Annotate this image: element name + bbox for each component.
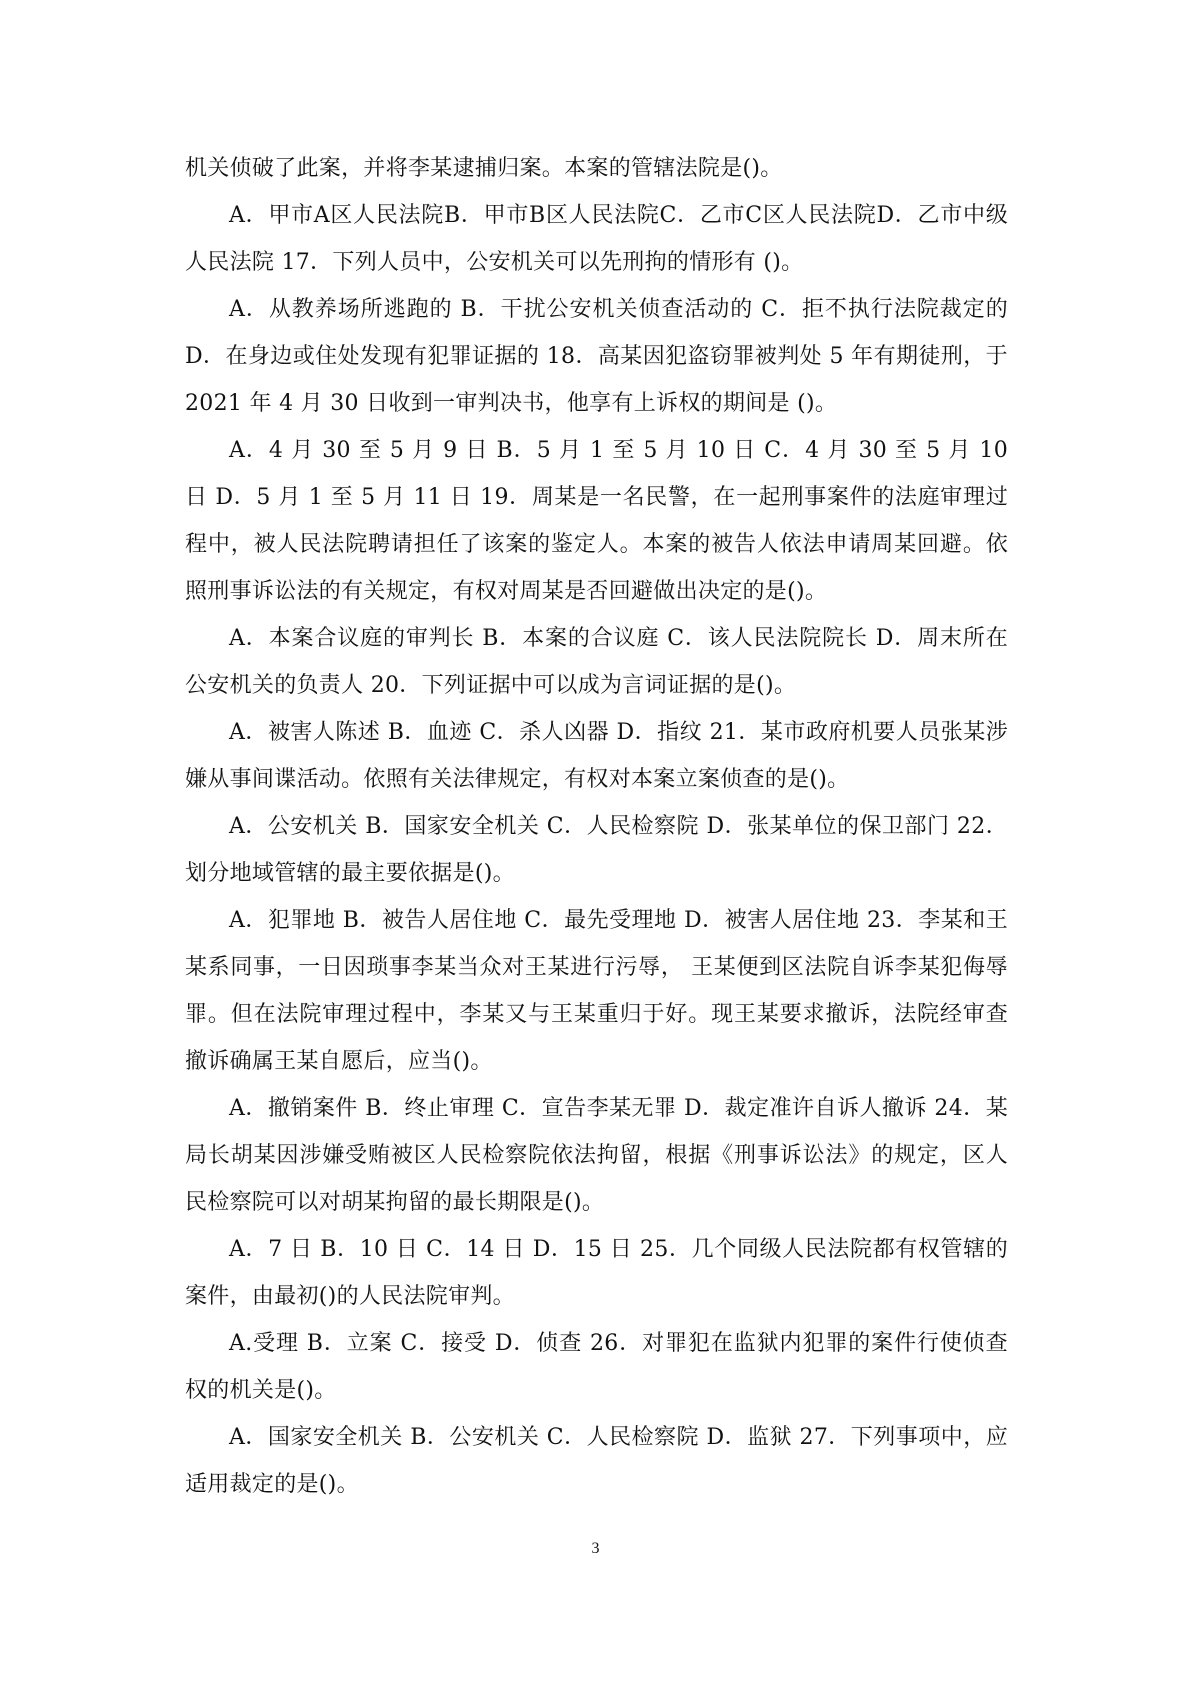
paragraph-question-options: A．被害人陈述 B．血迹 C．杀人凶器 D．指纹 21．某市政府机要人员张某涉嫌从事间谍活动。依照有关法律规定，有权对本案立案侦查的是()。 bbox=[185, 720, 1008, 792]
paragraph-question-options: A．7 日 B．10 日 C．14 日 D．15 日 25．几个同级人民法院都有权管辖的案件，由最初()的人民法院审判。 bbox=[185, 1237, 1008, 1309]
paragraph-question-options: A．4 月 30 至 5 月 9 日 B．5 月 1 至 5 月 10 日 C．4 月 30 至 5 月 10 日 D．5 月 1 至 5 月 11 日 19．周某是一名民警，在一起刑事案件的法庭审理过程中，被人民法院聘请担任了该案的鉴定人。本案的被告人依法申请周某回避。依照刑事诉讼法的有关规定，有权对周某是否回避做出决定的是()。 bbox=[185, 438, 1008, 604]
paragraph-question-options: A．撤销案件 B．终止审理 C．宣告李某无罪 D．裁定准许自诉人撤诉 24．某局长胡某因涉嫌受贿被区人民检察院依法拘留，根据《刑事诉讼法》的规定，区人民检察院可以对胡某拘留的最长期限是()。 bbox=[185, 1096, 1008, 1215]
paragraph-question-options: A．本案合议庭的审判长 B．本案的合议庭 C．该人民法院院长 D．周末所在公安机关的负责人 20．下列证据中可以成为言词证据的是()。 bbox=[185, 626, 1008, 698]
paragraph-question-options: A．甲市A区人民法院B．甲市B区人民法院C．乙市C区人民法院D．乙市中级人民法院 17．下列人员中，公安机关可以先刑拘的情形有 ()。 bbox=[185, 203, 1008, 275]
paragraph-question-options: A．从教养场所逃跑的 B．干扰公安机关侦查活动的 C．拒不执行法院裁定的 D．在身边或住处发现有犯罪证据的 18．高某因犯盗窃罪被判处 5 年有期徒刑，于 2021 年 4 月 30 日收到一审判决书，他享有上诉权的期间是 ()。 bbox=[185, 297, 1008, 416]
document-body bbox=[185, 145, 1008, 1508]
paragraph-continuation: 机关侦破了此案，并将李某逮捕归案。本案的管辖法院是()。 bbox=[185, 156, 783, 181]
paragraph-question-options: A．公安机关 B．国家安全机关 C．人民检察院 D．张某单位的保卫部门 22．划分地域管辖的最主要依据是()。 bbox=[185, 814, 1008, 886]
paragraph-question-options: A.受理 B．立案 C．接受 D．侦查 26．对罪犯在监狱内犯罪的案件行使侦查权的机关是()。 bbox=[185, 1331, 1008, 1403]
page-number: 3 bbox=[591, 1540, 600, 1557]
paragraph-question-options: A．国家安全机关 B．公安机关 C．人民检察院 D．监狱 27．下列事项中，应适用裁定的是()。 bbox=[185, 1425, 1008, 1497]
paragraph-question-options: A．犯罪地 B．被告人居住地 C．最先受理地 D．被害人居住地 23．李某和王某系同事，一日因琐事李某当众对王某进行污辱， 王某便到区法院自诉李某犯侮辱罪。但在法院审理过程中，李某又与王某重归于好。现王某要求撤诉，法院经审查撤诉确属王某自愿后，应当()。 bbox=[185, 908, 1008, 1074]
